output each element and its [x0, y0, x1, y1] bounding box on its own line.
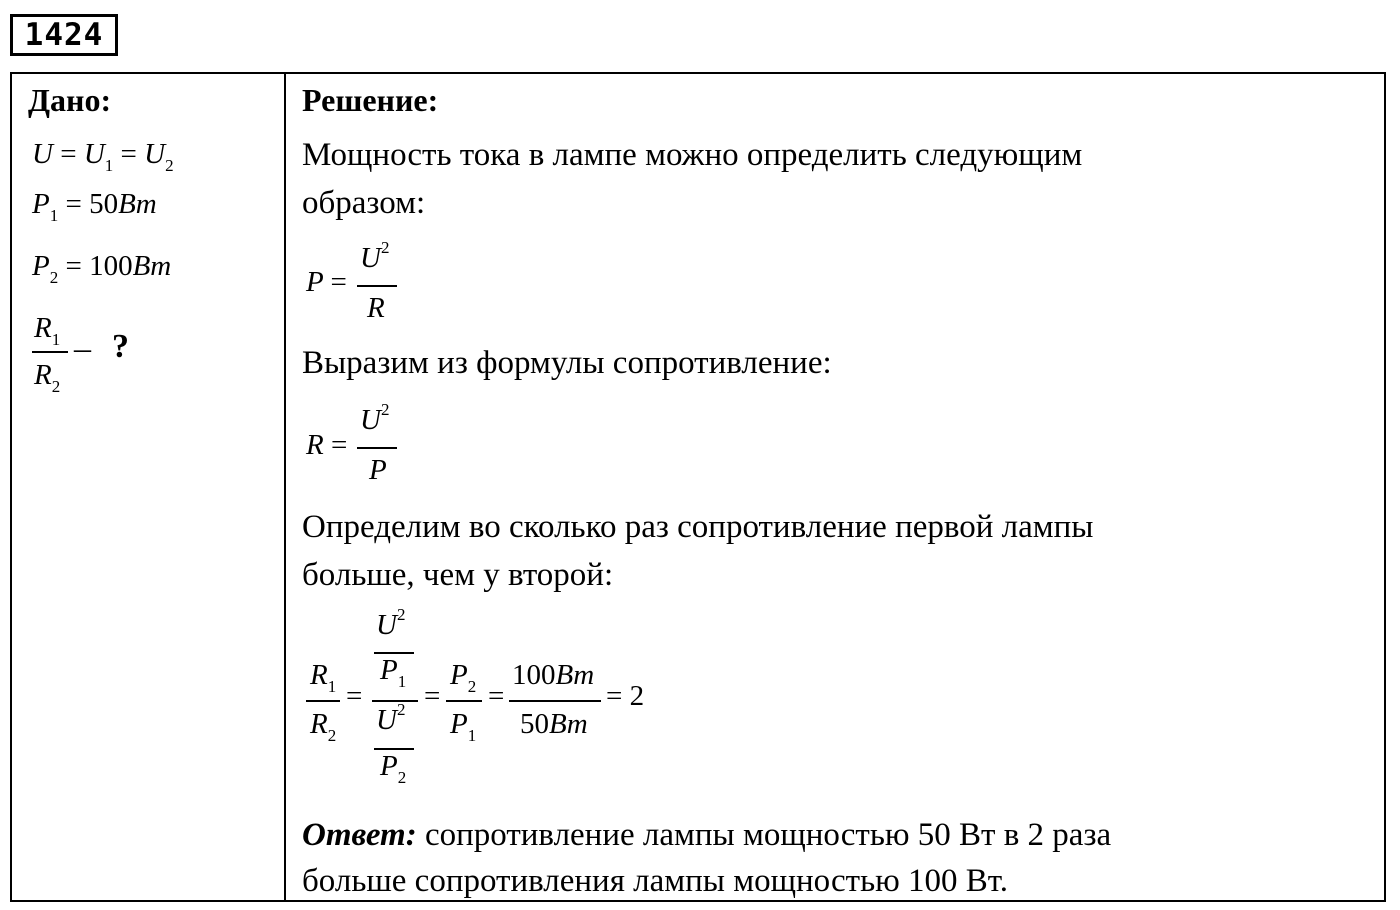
- ratio-numerator: $R_1$: [34, 312, 61, 349]
- para1-line2: образом:: [302, 185, 426, 221]
- fraction-bar: [357, 285, 397, 287]
- problem-number: 1424: [10, 14, 118, 56]
- given-power-2: $P_2 = 100Bm$: [32, 250, 172, 287]
- given-power-1: $P_1 = 50Bm$: [32, 188, 157, 225]
- ratio-denominator: $R_2$: [34, 359, 61, 396]
- solution-heading: Решение:: [302, 82, 439, 118]
- para3-line1: Определим во сколько раз сопротивление первой лампы: [302, 509, 1094, 545]
- answer-line1: [302, 812, 1111, 859]
- fraction-bar: [306, 700, 340, 702]
- answer-text-1: сопротивление лампы мощностью 50 Вт в 2 раза: [416, 817, 1112, 853]
- fraction-bar: [509, 700, 601, 702]
- column-divider: [284, 74, 286, 900]
- given-heading: Дано:: [28, 82, 112, 118]
- para3-line2: больше, чем у второй:: [302, 557, 614, 593]
- answer-label: Ответ:: [302, 817, 417, 853]
- fraction-bar: [446, 700, 482, 702]
- para1-line1: Мощность тока в лампе можно определить следующим: [302, 137, 1083, 173]
- para2: Выразим из формулы сопротивление:: [302, 345, 832, 381]
- solution-table: Дано: $U = U_1 = U_2$ $P_1 = 50Bm$ $P_2 = 100Bm$ $R_1$ $R_2$ – ? Решение: Мощность тока в лампе можно определить следующим образом: P = $U^2$ R Выразим из формулы сопротивление: R = $U^2$ P Определим во сколько раз сопротивление первой лампы больше, чем у второй: $R_1$ $R_2$ = $U^2$ $P_1$ $U^2$ $P_2$ = $P_2$ $P_1$ = 100Bm 50Bm = 2 Ответ: сопротивление лампы мощностью 50 Вт в 2 раза больше сопротивления лампы мощностью 100 Вт.: [10, 72, 1386, 902]
- dash: –: [74, 330, 91, 367]
- unknown-mark: ?: [112, 328, 129, 365]
- answer-line2: больше сопротивления лампы мощностью 100 Вт.: [302, 863, 1008, 899]
- given-voltage-equality: $U = U_1 = U_2$: [32, 138, 174, 175]
- fraction-bar: [357, 447, 397, 449]
- fraction-bar: [32, 351, 68, 353]
- main-fraction-bar: [372, 700, 418, 702]
